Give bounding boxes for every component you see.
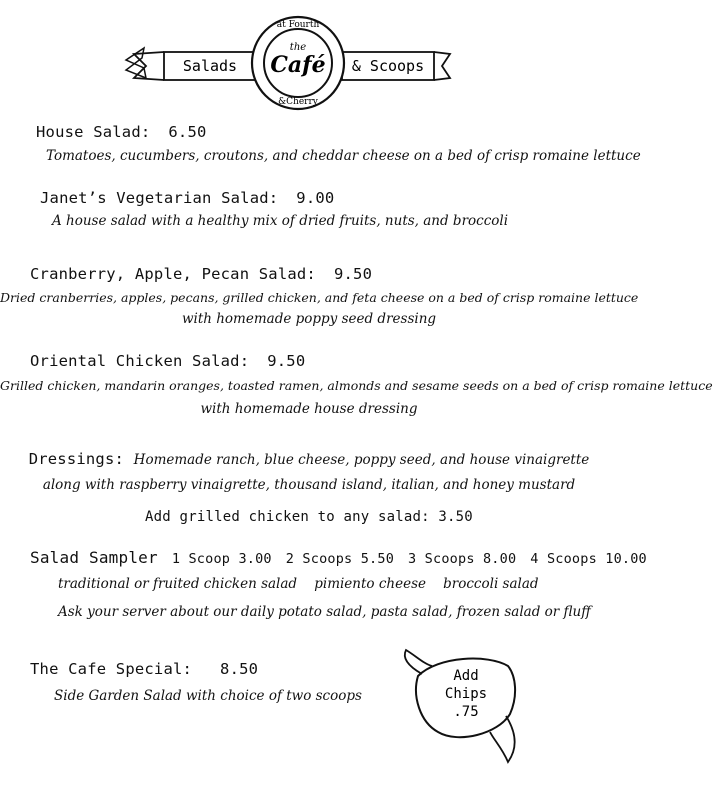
special-name: The Cafe Special: bbox=[30, 660, 193, 678]
dressings-line-2: along with raspberry vinaigrette, thousand island, italian, and honey mustard bbox=[42, 477, 576, 493]
item-description: Dried cranberries, apples, pecans, grilled chicken, and feta cheese on a bed of crisp romaine lettuce bbox=[0, 290, 639, 305]
item-description: Grilled chicken, mandarin oranges, toasted ramen, almonds and sesame seeds on a bed of crisp romaine lettuce bbox=[0, 378, 713, 393]
logo-bottom-text: &Cherry bbox=[278, 97, 318, 107]
chips-line-1: Add bbox=[453, 668, 479, 684]
item-price: 9.50 bbox=[333, 265, 373, 283]
special-price: 8.50 bbox=[220, 660, 259, 678]
chips-line-2: Chips bbox=[444, 686, 488, 702]
sampler-option: 1 Scoop 3.00 bbox=[171, 551, 272, 567]
menu-item-title bbox=[30, 352, 305, 370]
dressings-label: Dressings: bbox=[28, 450, 125, 468]
sampler-option: 4 Scoops 10.00 bbox=[530, 551, 647, 567]
item-description: Tomatoes, cucumbers, croutons, and cheddar cheese on a bed of crisp romaine lettuce bbox=[46, 148, 641, 164]
item-description: with homemade poppy seed dressing bbox=[181, 311, 437, 327]
menu-item-title bbox=[30, 265, 372, 283]
sampler-option: 2 Scoops 5.50 bbox=[285, 551, 395, 567]
banner-right-label: & Scoops bbox=[351, 57, 425, 75]
sampler-flavors: traditional or fruited chicken salad pimiento cheese broccoli salad bbox=[58, 576, 539, 592]
banner-left-label: Salads bbox=[182, 57, 238, 75]
sampler-name: Salad Sampler bbox=[30, 548, 158, 567]
dressings-line-1 bbox=[0, 449, 618, 468]
item-name: Janet’s Vegetarian Salad: bbox=[40, 189, 279, 207]
sampler-ask-note: Ask your server about our daily potato salad, pasta salad, frozen salad or fluff bbox=[58, 604, 591, 620]
item-name: Oriental Chicken Salad: bbox=[30, 352, 250, 370]
item-price: 6.50 bbox=[168, 123, 207, 141]
item-description: with homemade house dressing bbox=[200, 401, 418, 417]
dressings-list: Homemade ranch, blue cheese, poppy seed, and house vinaigrette bbox=[133, 452, 590, 468]
item-description: A house salad with a healthy mix of dried fruits, nuts, and broccoli bbox=[52, 213, 509, 229]
logo-small-text: the bbox=[289, 42, 307, 53]
item-name: House Salad: bbox=[36, 123, 151, 141]
logo-main-text: Café bbox=[270, 52, 326, 78]
item-name: Cranberry, Apple, Pecan Salad: bbox=[30, 265, 316, 283]
special-title bbox=[30, 660, 258, 678]
chips-line-3: .75 bbox=[453, 704, 479, 720]
special-description: Side Garden Salad with choice of two scoops bbox=[54, 688, 362, 704]
sampler-title bbox=[30, 548, 647, 567]
sampler-option: 3 Scoops 8.00 bbox=[408, 551, 517, 567]
header-banner-logo bbox=[124, 8, 454, 112]
item-price: 9.00 bbox=[296, 189, 335, 207]
add-chips-badge bbox=[398, 636, 538, 766]
menu-item-title bbox=[36, 123, 207, 141]
item-price: 9.50 bbox=[267, 352, 306, 370]
logo-top-text: at Fourth bbox=[276, 20, 320, 30]
menu-item-title bbox=[40, 189, 334, 207]
add-chicken-note: Add grilled chicken to any salad: 3.50 bbox=[145, 509, 473, 525]
